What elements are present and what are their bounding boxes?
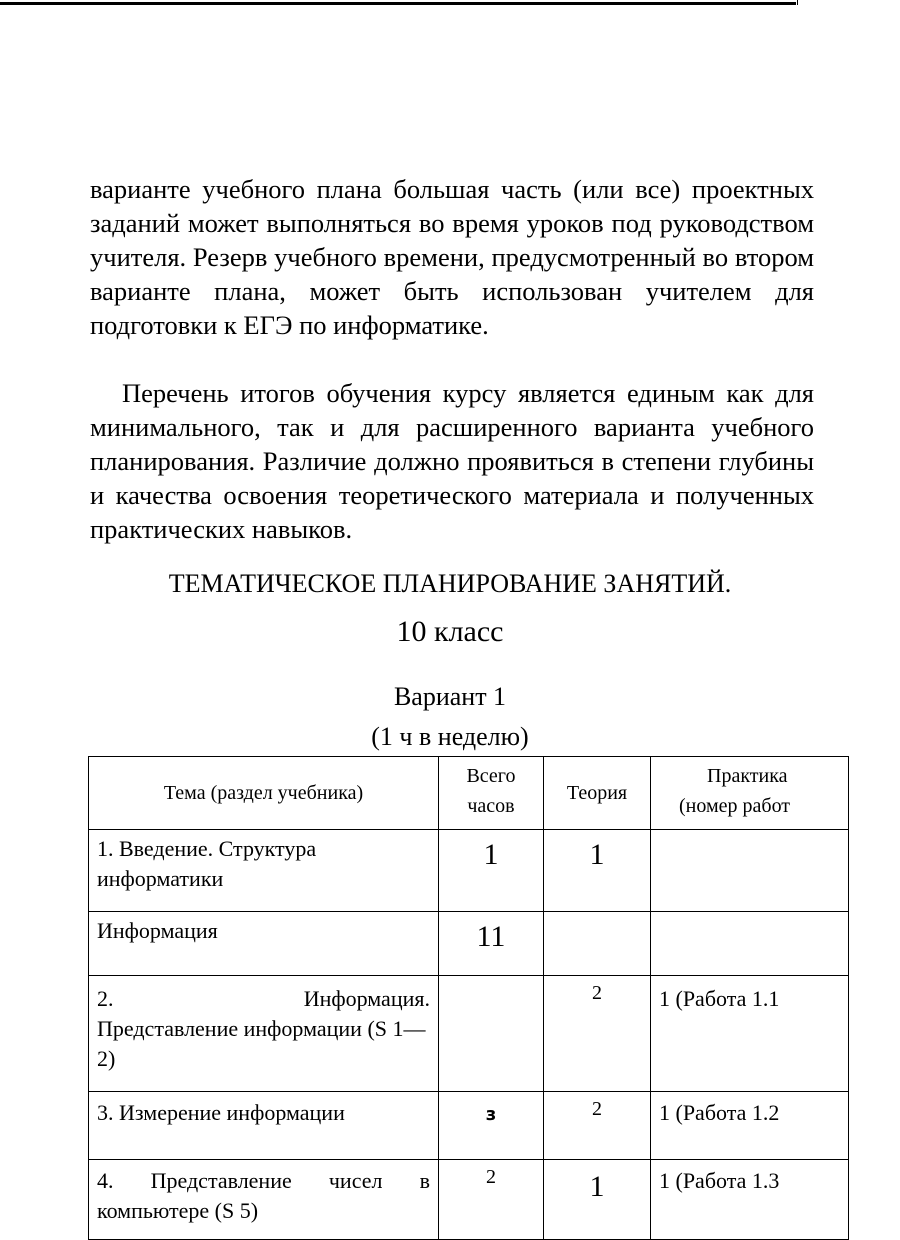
thematic-plan-table xyxy=(88,756,849,1240)
paragraph-1-block xyxy=(90,172,821,342)
row-5-theory: 1 xyxy=(544,1160,651,1240)
row-3-topic-word: Информация. xyxy=(303,986,430,1011)
row-3-topic-line1 xyxy=(97,984,430,1014)
row-5-practice: 1 (Работа 1.3 xyxy=(651,1160,849,1240)
table-header-row xyxy=(89,757,849,830)
row-1-total: 1 xyxy=(439,830,544,912)
paragraph-2: Перечень итогов обучения курсу является единым как для минимального, так и для расширенного варианта учебного планирования. Различие должно проявиться в степени глубины и качества освоения теоретического материала и полученных практических навыков. xyxy=(90,378,821,544)
row-4-theory: 2 xyxy=(544,1092,651,1160)
row-3-topic-number: 2. xyxy=(97,986,114,1011)
table-row xyxy=(89,976,849,1092)
row-3-practice: 1 (Работа 1.1 xyxy=(651,976,849,1092)
paragraph-1: варианте учебного плана большая часть (или все) проектных заданий может выполняться во время уроков под руководством учителя. Резерв учебного времени, предусмотренный во втором варианте плана, может быть использован учителем для подготовки к ЕГЭ по информатике. xyxy=(90,174,821,340)
row-3-topic-rest: Представление информации (S 1—2) xyxy=(97,1016,426,1071)
header-practice-line1: Практика xyxy=(707,765,788,787)
row-1-topic: 1. Введение. Структура информатики xyxy=(89,830,439,912)
row-3-total xyxy=(439,976,544,1092)
table-row xyxy=(89,912,849,976)
row-2-total: 11 xyxy=(439,912,544,976)
grade-title: 10 класс xyxy=(396,615,504,648)
row-4-practice: 1 (Работа 1.2 xyxy=(651,1092,849,1160)
row-1-practice xyxy=(651,830,849,912)
header-practice-line2: (номер работ xyxy=(679,795,791,817)
row-3-topic xyxy=(89,976,439,1092)
row-2-practice xyxy=(651,912,849,976)
table-row xyxy=(89,1092,849,1160)
top-rule xyxy=(0,2,796,5)
row-1-theory: 1 xyxy=(544,830,651,912)
header-total-line2: часов xyxy=(467,795,515,817)
top-rule-mark xyxy=(793,0,798,5)
row-2-theory xyxy=(544,912,651,976)
row-5-total: 2 xyxy=(439,1160,544,1240)
header-total xyxy=(439,757,544,830)
paragraph-2-block xyxy=(90,376,821,546)
row-5-topic: 4. Представление чисел в компьютере (S 5) xyxy=(89,1160,439,1240)
variant-title: Вариант 1 xyxy=(393,682,507,711)
row-2-topic: Информация xyxy=(89,912,439,976)
row-4-total: з xyxy=(439,1092,544,1160)
hours-per-week: (1 ч в неделю) xyxy=(371,722,529,751)
header-practice xyxy=(651,757,849,830)
row-4-topic: 3. Измерение информации xyxy=(89,1092,439,1160)
header-topic: Тема (раздел учебника) xyxy=(89,757,439,830)
header-theory: Теория xyxy=(544,757,651,830)
section-title: ТЕМАТИЧЕСКОЕ ПЛАНИРОВАНИЕ ЗАНЯТИЙ. xyxy=(168,569,732,598)
header-total-line1: Всего xyxy=(466,765,516,787)
table-row xyxy=(89,1160,849,1240)
table-row xyxy=(89,830,849,912)
row-3-theory: 2 xyxy=(544,976,651,1092)
